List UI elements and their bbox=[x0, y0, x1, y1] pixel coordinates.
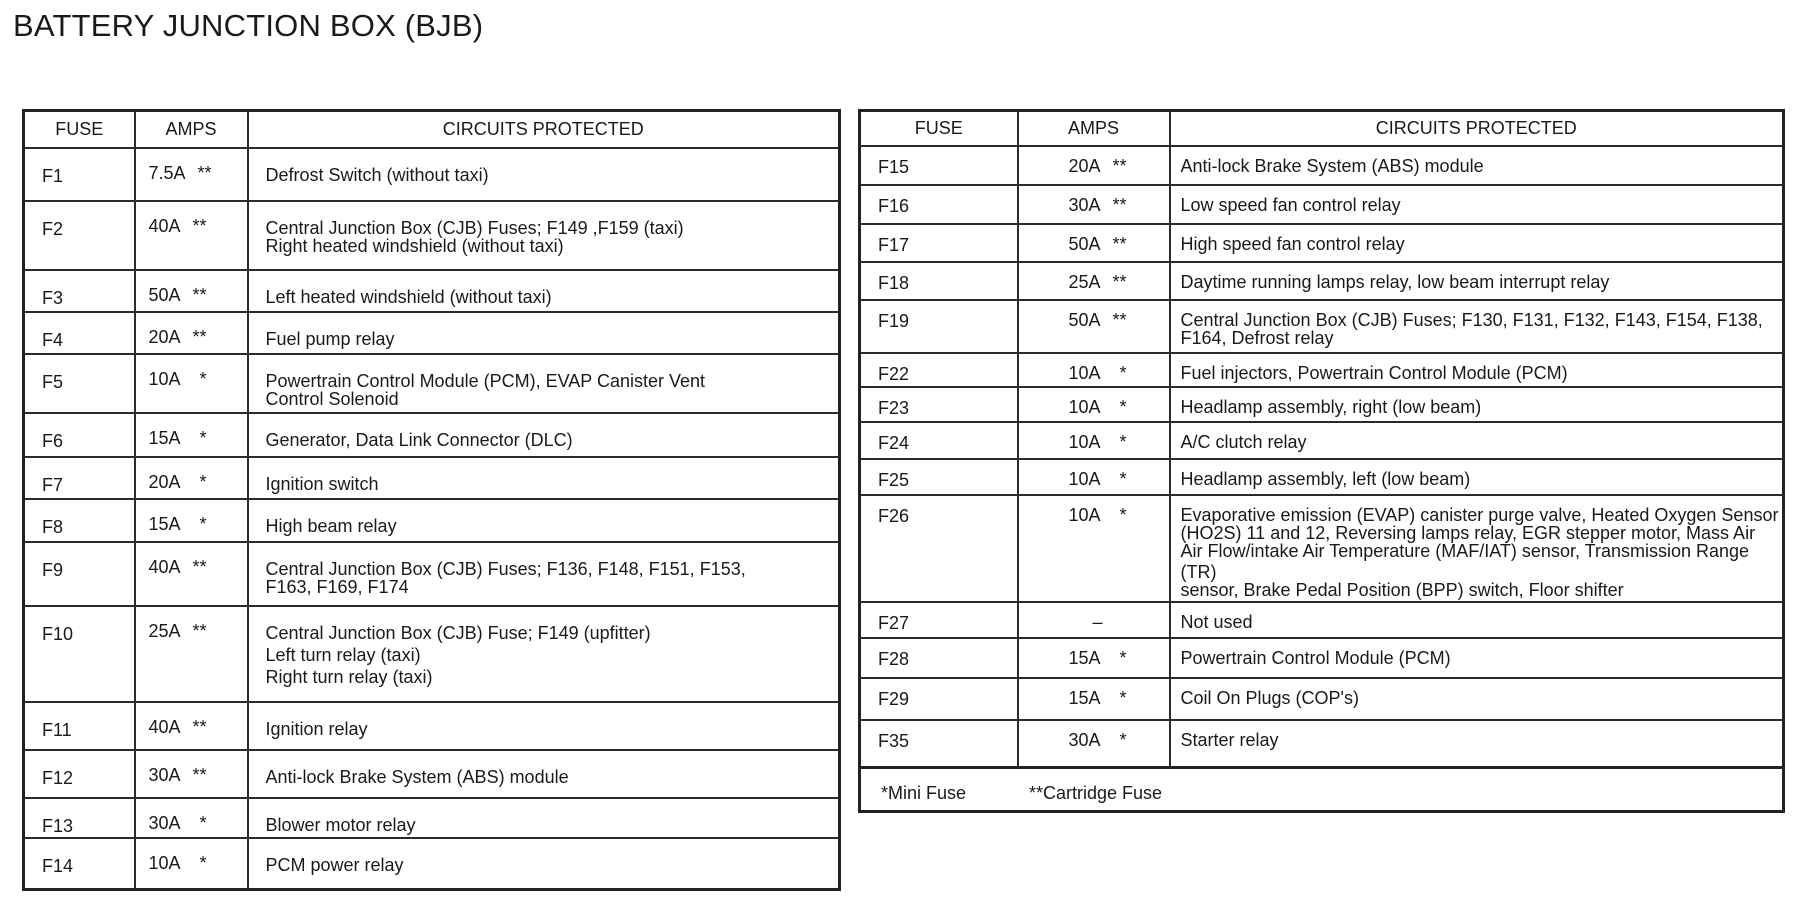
table-row bbox=[860, 146, 1784, 185]
fuse-type-marker: * bbox=[1119, 362, 1127, 383]
circuits-cell bbox=[1170, 602, 1784, 638]
amps-cell bbox=[1018, 720, 1170, 768]
table-row bbox=[24, 702, 840, 750]
circuits-cell bbox=[1170, 387, 1784, 422]
amps-value: 15A bbox=[148, 513, 181, 534]
table-row bbox=[24, 413, 840, 457]
table-row bbox=[860, 353, 1784, 387]
amps-cell bbox=[135, 606, 248, 702]
circuit-line: Daytime running lamps relay, low beam interrupt relay bbox=[1180, 271, 1610, 292]
header-amps: AMPS bbox=[1018, 111, 1170, 146]
table-row bbox=[24, 606, 840, 702]
fuse-cell: F1 bbox=[24, 148, 135, 201]
amps-value: 50A bbox=[148, 284, 181, 305]
circuit-line: Generator, Data Link Connector (DLC) bbox=[265, 429, 573, 450]
amps-cell bbox=[1018, 459, 1170, 495]
fuse-type-marker: * bbox=[1119, 504, 1127, 525]
amps-cell bbox=[135, 312, 248, 354]
fuse-cell: F8 bbox=[24, 499, 135, 542]
fuse-cell: F28 bbox=[860, 638, 1018, 678]
circuit-line: High speed fan control relay bbox=[1180, 233, 1405, 254]
fuse-cell: F25 bbox=[860, 459, 1018, 495]
header-circuits: CIRCUITS PROTECTED bbox=[248, 111, 840, 148]
amps-value: 15A bbox=[148, 427, 181, 448]
amps-value: 30A bbox=[148, 812, 181, 833]
circuit-line: High beam relay bbox=[265, 515, 397, 536]
circuit-line: (HO2S) 11 and 12, Reversing lamps relay, EGR stepper motor, Mass Air bbox=[1180, 522, 1756, 543]
circuit-line: Central Junction Box (CJB) Fuse; F149 (upfitter) bbox=[265, 622, 651, 643]
circuits-cell bbox=[248, 148, 840, 201]
fuse-cell: F23 bbox=[860, 387, 1018, 422]
amps-value: 10A bbox=[1068, 396, 1101, 417]
circuit-line: PCM power relay bbox=[265, 854, 404, 875]
circuit-line: sensor, Brake Pedal Position (BPP) switch, Floor shifter bbox=[1180, 579, 1624, 600]
amps-value: 20A bbox=[148, 471, 181, 492]
amps-value: 10A bbox=[1068, 468, 1101, 489]
amps-value: 15A bbox=[1068, 687, 1101, 708]
amps-value: 10A bbox=[1068, 504, 1101, 525]
fuse-type-marker: * bbox=[1119, 396, 1127, 417]
table-row bbox=[24, 312, 840, 354]
amps-value: 15A bbox=[1068, 647, 1101, 668]
amps-value: 50A bbox=[1068, 233, 1101, 254]
fuse-cell: F7 bbox=[24, 457, 135, 499]
circuit-line: Left turn relay (taxi) bbox=[265, 644, 421, 665]
fuse-type-marker: * bbox=[199, 427, 207, 448]
fuse-cell: F18 bbox=[860, 262, 1018, 300]
circuits-cell bbox=[1170, 422, 1784, 459]
fuse-type-marker: ** bbox=[192, 284, 207, 305]
circuit-line: Fuel pump relay bbox=[265, 328, 395, 349]
table-row bbox=[24, 354, 840, 413]
fuse-cell: F3 bbox=[24, 270, 135, 312]
fuse-type-marker: ** bbox=[1112, 194, 1127, 215]
circuits-cell bbox=[248, 201, 840, 270]
circuits-cell bbox=[1170, 495, 1784, 602]
fuse-cell: F9 bbox=[24, 542, 135, 606]
amps-cell bbox=[1018, 602, 1170, 638]
circuit-line: Powertrain Control Module (PCM) bbox=[1180, 647, 1451, 668]
fuse-cell: F14 bbox=[24, 838, 135, 890]
fuse-type-marker: ** bbox=[192, 326, 207, 347]
circuits-cell bbox=[248, 542, 840, 606]
circuits-cell bbox=[248, 413, 840, 457]
circuit-line: Right heated windshield (without taxi) bbox=[265, 235, 564, 256]
fuse-cell: F19 bbox=[860, 300, 1018, 353]
table-row bbox=[24, 201, 840, 270]
fuse-table-left bbox=[22, 109, 841, 891]
table-row bbox=[24, 798, 840, 838]
amps-cell bbox=[135, 201, 248, 270]
amps-value: 20A bbox=[1068, 155, 1101, 176]
amps-cell bbox=[1018, 185, 1170, 224]
header-fuse: FUSE bbox=[860, 111, 1018, 146]
circuit-line: Central Junction Box (CJB) Fuses; F136, F148, F151, F153, bbox=[265, 558, 746, 579]
fuse-cell: F6 bbox=[24, 413, 135, 457]
amps-value: 25A bbox=[1068, 271, 1101, 292]
amps-value: 10A bbox=[1068, 362, 1101, 383]
circuit-line: Headlamp assembly, right (low beam) bbox=[1180, 396, 1482, 417]
table-row bbox=[860, 459, 1784, 495]
fuse-type-marker: ** bbox=[192, 716, 207, 737]
mini-fuse-note: *Mini Fuse bbox=[881, 783, 967, 803]
fuse-type-marker: * bbox=[199, 471, 207, 492]
fuse-cell: F16 bbox=[860, 185, 1018, 224]
table-row bbox=[860, 387, 1784, 422]
fuse-type-marker: ** bbox=[1112, 309, 1127, 330]
circuit-line: Not used bbox=[1180, 611, 1253, 632]
fuse-cell: F35 bbox=[860, 720, 1018, 768]
circuit-line: Central Junction Box (CJB) Fuses; F130, F131, F132, F143, F154, F138, bbox=[1180, 309, 1763, 330]
fuse-cell: F29 bbox=[860, 678, 1018, 720]
fuse-cell: F2 bbox=[24, 201, 135, 270]
circuits-cell bbox=[248, 750, 840, 798]
fuse-cell: F26 bbox=[860, 495, 1018, 602]
table-row bbox=[860, 262, 1784, 300]
amps-cell bbox=[135, 702, 248, 750]
fuse-cell: F13 bbox=[24, 798, 135, 838]
fuse-cell: F27 bbox=[860, 602, 1018, 638]
amps-value: 7.5A bbox=[148, 162, 186, 183]
circuits-cell bbox=[248, 312, 840, 354]
circuit-line: A/C clutch relay bbox=[1180, 431, 1307, 452]
amps-value: 20A bbox=[148, 326, 181, 347]
amps-cell bbox=[135, 838, 248, 890]
circuit-line: Control Solenoid bbox=[265, 388, 399, 409]
circuits-cell bbox=[1170, 353, 1784, 387]
fuse-type-marker: * bbox=[1119, 729, 1127, 750]
table-row bbox=[24, 148, 840, 201]
circuits-cell bbox=[248, 702, 840, 750]
table-row bbox=[860, 602, 1784, 638]
amps-value: 40A bbox=[148, 215, 181, 236]
amps-cell bbox=[1018, 224, 1170, 262]
fuse-type-marker: ** bbox=[192, 556, 207, 577]
circuit-line: Headlamp assembly, left (low beam) bbox=[1180, 468, 1471, 489]
amps-cell bbox=[1018, 300, 1170, 353]
circuits-cell bbox=[1170, 262, 1784, 300]
amps-cell bbox=[1018, 422, 1170, 459]
circuits-cell bbox=[248, 606, 840, 702]
table-row bbox=[860, 678, 1784, 720]
header-fuse: FUSE bbox=[24, 111, 135, 148]
circuit-line: Anti-lock Brake System (ABS) module bbox=[265, 766, 569, 787]
fuse-type-marker: ** bbox=[1112, 271, 1127, 292]
amps-cell bbox=[135, 270, 248, 312]
amps-cell bbox=[135, 499, 248, 542]
circuit-line: Ignition switch bbox=[265, 473, 379, 494]
circuits-cell bbox=[1170, 224, 1784, 262]
circuit-line: Right turn relay (taxi) bbox=[265, 666, 433, 687]
fuse-type-marker: ** bbox=[192, 620, 207, 641]
amps-cell bbox=[135, 457, 248, 499]
table-row bbox=[24, 542, 840, 606]
fuse-cell: F5 bbox=[24, 354, 135, 413]
amps-cell bbox=[135, 413, 248, 457]
circuits-cell bbox=[1170, 459, 1784, 495]
fuse-cell: F12 bbox=[24, 750, 135, 798]
fuse-type-marker: * bbox=[199, 368, 207, 389]
header-circuits: CIRCUITS PROTECTED bbox=[1170, 111, 1784, 146]
fuse-type-marker: * bbox=[1119, 687, 1127, 708]
amps-cell bbox=[1018, 146, 1170, 185]
fuse-type-marker: ** bbox=[1112, 233, 1127, 254]
amps-cell bbox=[1018, 495, 1170, 602]
circuit-line: F163, F169, F174 bbox=[265, 576, 409, 597]
circuits-cell bbox=[1170, 638, 1784, 678]
amps-cell bbox=[1018, 638, 1170, 678]
amps-cell bbox=[135, 750, 248, 798]
circuits-cell bbox=[1170, 185, 1784, 224]
fuse-cell: F4 bbox=[24, 312, 135, 354]
circuit-line: Coil On Plugs (COP's) bbox=[1180, 687, 1359, 708]
fuse-cell: F10 bbox=[24, 606, 135, 702]
fuse-type-marker: * bbox=[199, 513, 207, 534]
circuits-cell bbox=[1170, 678, 1784, 720]
table-row bbox=[860, 300, 1784, 353]
table-row bbox=[24, 750, 840, 798]
circuit-line: Fuel injectors, Powertrain Control Module (PCM) bbox=[1180, 362, 1568, 383]
circuit-line: Powertrain Control Module (PCM), EVAP Canister Vent bbox=[265, 370, 706, 391]
amps-cell bbox=[135, 148, 248, 201]
table-row bbox=[860, 638, 1784, 678]
table-row bbox=[24, 499, 840, 542]
table-row bbox=[860, 224, 1784, 262]
amps-cell bbox=[135, 798, 248, 838]
amps-value: 30A bbox=[1068, 194, 1101, 215]
fuse-type-marker: ** bbox=[1112, 155, 1127, 176]
page-title: BATTERY JUNCTION BOX (BJB) bbox=[13, 8, 484, 43]
amps-value: 50A bbox=[1068, 309, 1101, 330]
circuit-line: Ignition relay bbox=[265, 718, 368, 739]
circuit-line: Low speed fan control relay bbox=[1180, 194, 1401, 215]
circuits-cell bbox=[248, 457, 840, 499]
fuse-table-right bbox=[858, 109, 1785, 813]
amps-value: 40A bbox=[148, 556, 181, 577]
circuits-cell bbox=[248, 838, 840, 890]
amps-value: 10A bbox=[148, 852, 181, 873]
amps-value: – bbox=[1092, 611, 1103, 632]
circuits-cell bbox=[1170, 300, 1784, 353]
header-amps: AMPS bbox=[135, 111, 248, 148]
table-row bbox=[860, 720, 1784, 768]
circuits-cell bbox=[248, 354, 840, 413]
notes-row bbox=[860, 768, 1784, 812]
table-row bbox=[860, 185, 1784, 224]
fuse-type-marker: ** bbox=[197, 162, 212, 183]
circuits-cell bbox=[1170, 146, 1784, 185]
amps-value: 30A bbox=[148, 764, 181, 785]
amps-value: 30A bbox=[1068, 729, 1101, 750]
table-row bbox=[24, 457, 840, 499]
circuit-line: Left heated windshield (without taxi) bbox=[265, 286, 552, 307]
fuse-cell: F15 bbox=[860, 146, 1018, 185]
amps-cell bbox=[1018, 678, 1170, 720]
amps-cell bbox=[135, 542, 248, 606]
circuits-cell bbox=[248, 270, 840, 312]
fuse-cell: F24 bbox=[860, 422, 1018, 459]
circuit-line: F164, Defrost relay bbox=[1180, 327, 1334, 348]
fuse-type-marker: * bbox=[1119, 431, 1127, 452]
fuse-cell: F17 bbox=[860, 224, 1018, 262]
amps-cell bbox=[1018, 387, 1170, 422]
fuse-type-marker: * bbox=[199, 852, 207, 873]
table-row bbox=[24, 838, 840, 890]
fuse-type-marker: * bbox=[1119, 647, 1127, 668]
circuit-line: Defrost Switch (without taxi) bbox=[265, 164, 489, 185]
amps-cell bbox=[1018, 353, 1170, 387]
cartridge-fuse-note: **Cartridge Fuse bbox=[1029, 783, 1163, 803]
circuit-line: Starter relay bbox=[1180, 729, 1279, 750]
table-row bbox=[860, 495, 1784, 602]
amps-value: 10A bbox=[1068, 431, 1101, 452]
circuits-cell bbox=[248, 499, 840, 542]
fuse-type-marker: * bbox=[1119, 468, 1127, 489]
amps-value: 40A bbox=[148, 716, 181, 737]
circuit-line: Anti-lock Brake System (ABS) module bbox=[1180, 155, 1484, 176]
circuits-cell bbox=[248, 798, 840, 838]
amps-value: 10A bbox=[148, 368, 181, 389]
circuit-line: Evaporative emission (EVAP) canister purge valve, Heated Oxygen Sensor bbox=[1180, 504, 1779, 525]
amps-value: 25A bbox=[148, 620, 181, 641]
circuit-line: Blower motor relay bbox=[265, 814, 416, 835]
notes-cell bbox=[860, 768, 1784, 812]
circuit-line: Air Flow/intake Air Temperature (MAF/IAT) sensor, Transmission Range (TR) bbox=[1180, 540, 1750, 582]
fuse-type-marker: ** bbox=[192, 215, 207, 236]
fuse-cell: F22 bbox=[860, 353, 1018, 387]
amps-cell bbox=[135, 354, 248, 413]
amps-cell bbox=[1018, 262, 1170, 300]
circuit-line: Central Junction Box (CJB) Fuses; F149 ,F159 (taxi) bbox=[265, 217, 684, 238]
fuse-type-marker: ** bbox=[192, 764, 207, 785]
table-row bbox=[24, 270, 840, 312]
fuse-cell: F11 bbox=[24, 702, 135, 750]
fuse-type-marker: * bbox=[199, 812, 207, 833]
table-row bbox=[860, 422, 1784, 459]
circuits-cell bbox=[1170, 720, 1784, 768]
